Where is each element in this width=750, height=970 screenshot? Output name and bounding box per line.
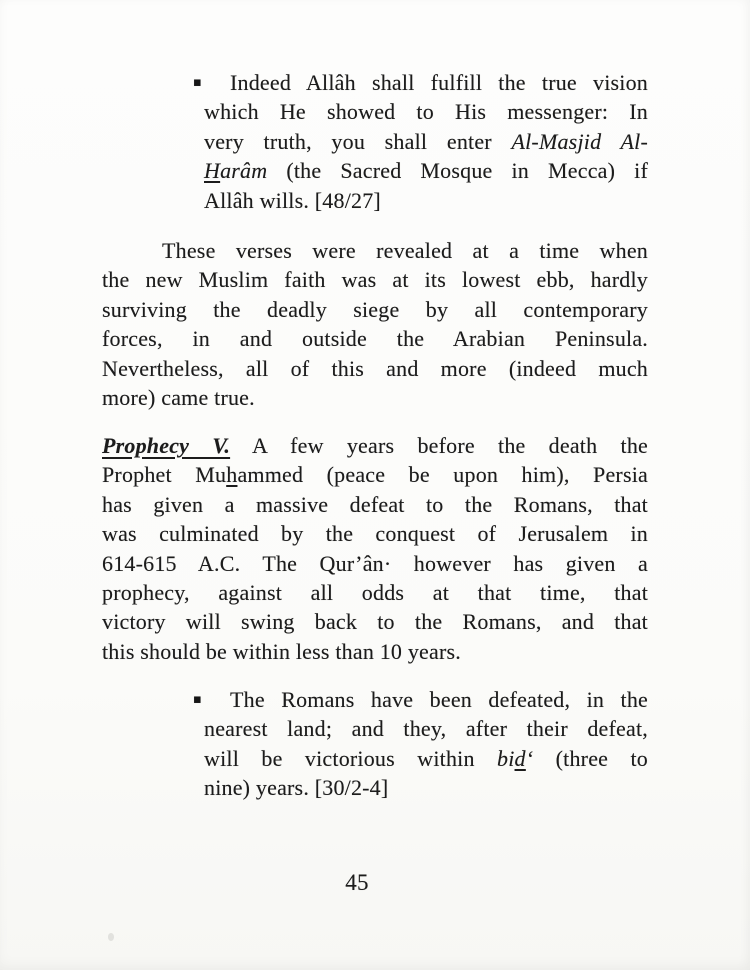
- verse-reference-line: nine) years. [30/2-4]: [204, 775, 389, 801]
- text-segment: Prophet Mu: [102, 462, 227, 488]
- text-line: was culminated by the conquest of Jerusalem in: [102, 521, 648, 547]
- text-line: surviving the deadly siege by all contemporary: [102, 296, 648, 322]
- text-line: nearest land; and they, after their defeat,: [204, 716, 648, 742]
- quran-verse-quote-2: [193, 685, 648, 803]
- text-line: the new Muslim faith was at its lowest ebb, hardly: [102, 267, 648, 293]
- text-line: [102, 460, 648, 489]
- text-line: which He showed to His messenger: In: [204, 99, 648, 125]
- bullet-square-icon: ▪: [193, 75, 203, 90]
- text-line: Indeed Allâh shall fulfill the true vision: [230, 70, 648, 95]
- text-segment: very truth, you shall enter: [204, 128, 512, 154]
- commentary-paragraph: [102, 236, 648, 412]
- underlined-letter: h: [226, 462, 238, 488]
- text-line: [204, 156, 648, 185]
- arabic-term-italic: Al-Masjid Al-: [511, 128, 648, 154]
- text-line: The Romans have been defeated, in the: [230, 687, 648, 712]
- text-line: victory will swing back to the Romans, and that: [102, 609, 648, 635]
- quran-verse-quote-1: [193, 68, 648, 215]
- text-line: 614-615 A.C. The Qur’ân· however has given a: [102, 550, 648, 576]
- text-segment: will be victorious within: [204, 745, 498, 771]
- text-line: more) came true.: [102, 385, 255, 411]
- text-segment: (the Sacred Mosque in Mecca) if: [267, 158, 648, 184]
- text-line: [102, 431, 648, 460]
- text-line: These verses were revealed at a time when: [162, 238, 648, 263]
- bullet-square-icon: ▪: [193, 692, 203, 707]
- text-line: prophecy, against all odds at that time, that: [102, 580, 648, 606]
- arabic-term-underlined-letter: d: [514, 745, 526, 771]
- prophecy-v-paragraph: [102, 431, 648, 666]
- text-segment: (three to: [533, 745, 648, 771]
- ayn-quote-mark: ‘: [525, 745, 534, 771]
- text-line: forces, in and outside the Arabian Peninsula.: [102, 326, 648, 352]
- text-line: [204, 127, 648, 156]
- arabic-term-italic: arâm: [220, 158, 268, 184]
- text-segment: A few years before the death the: [230, 433, 648, 458]
- verse-reference-line: Allâh wills. [48/27]: [204, 187, 381, 213]
- arabic-term-italic: bi: [497, 745, 515, 771]
- text-line: [204, 744, 648, 773]
- scan-smudge: [108, 933, 114, 941]
- page-number: 45: [345, 870, 369, 895]
- text-line: has given a massive defeat to the Romans, that: [102, 491, 648, 517]
- text-segment: ammed (peace be upon him), Persia: [237, 462, 648, 488]
- text-line: this should be within less than 10 years.: [102, 638, 461, 664]
- arabic-term-underlined-letter: H: [204, 158, 221, 184]
- text-line: Nevertheless, all of this and more (indeed much: [102, 355, 648, 381]
- prophecy-v-heading: Prophecy V.: [102, 433, 231, 458]
